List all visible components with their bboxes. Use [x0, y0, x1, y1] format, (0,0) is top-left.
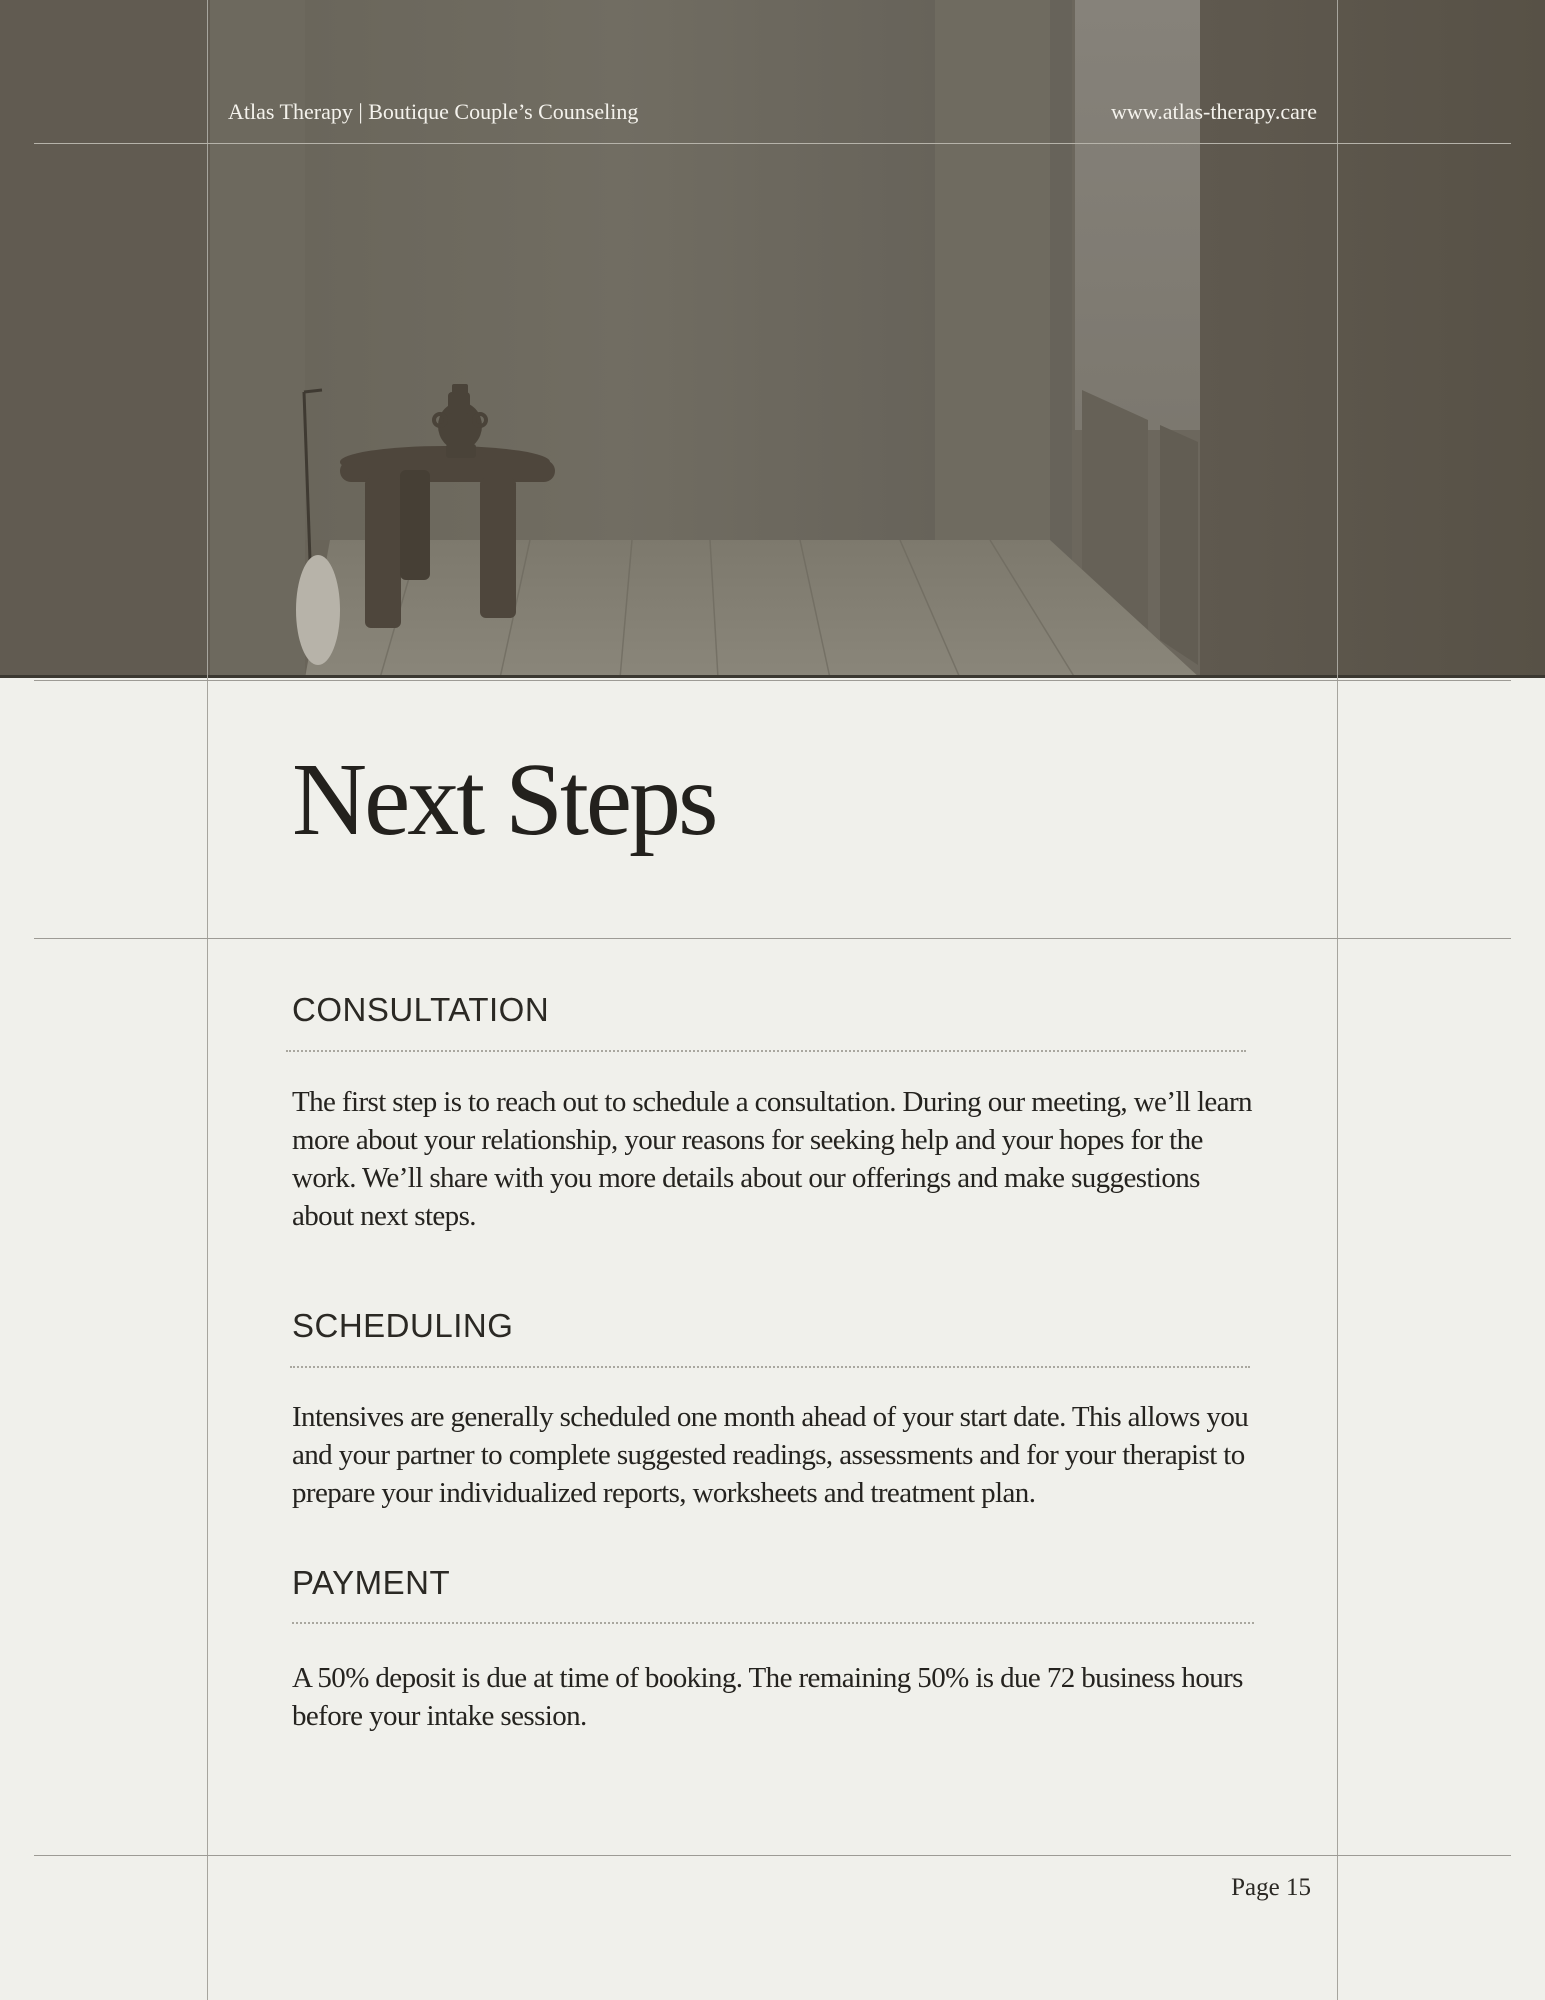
title-rule: [34, 938, 1511, 939]
page-header: [0, 0, 1545, 145]
consultation-divider: [286, 1050, 1246, 1052]
left-guide-line: [207, 0, 208, 2000]
website-link[interactable]: www.atlas-therapy.care: [1110, 99, 1317, 124]
payment-body: A 50% deposit is due at time of booking. The remaining 50% is due 72 business hours before your intake session.: [292, 1662, 1243, 1732]
brand-line: Atlas Therapy | Boutique Couple’s Counseling: [228, 99, 639, 124]
scheduling-heading: SCHEDULING: [292, 1307, 514, 1344]
page-title: Next Steps: [292, 742, 716, 857]
page-number: Page 15: [1231, 1874, 1311, 1901]
right-guide-line: [1337, 0, 1338, 2000]
footer-rule: [34, 1855, 1511, 1856]
payment-heading: PAYMENT: [292, 1564, 451, 1601]
scheduling-body: Intensives are generally scheduled one month ahead of your start date. This allows you and your partner to complete suggested readings, assessments and for your therapist to prepare your individualized reports, worksheets and treatment plan.: [292, 1401, 1249, 1509]
payment-divider: [292, 1622, 1254, 1624]
consultation-body: The first step is to reach out to schedule a consultation. During our meeting, we’ll learn more about your relationship, your reasons for seeking help and your hopes for the work. We’ll share with you more details about our offerings and make suggestions about next steps.: [292, 1086, 1252, 1232]
scheduling-divider: [290, 1366, 1250, 1368]
hero-bottom-rule: [34, 680, 1511, 681]
consultation-heading: CONSULTATION: [292, 991, 550, 1028]
